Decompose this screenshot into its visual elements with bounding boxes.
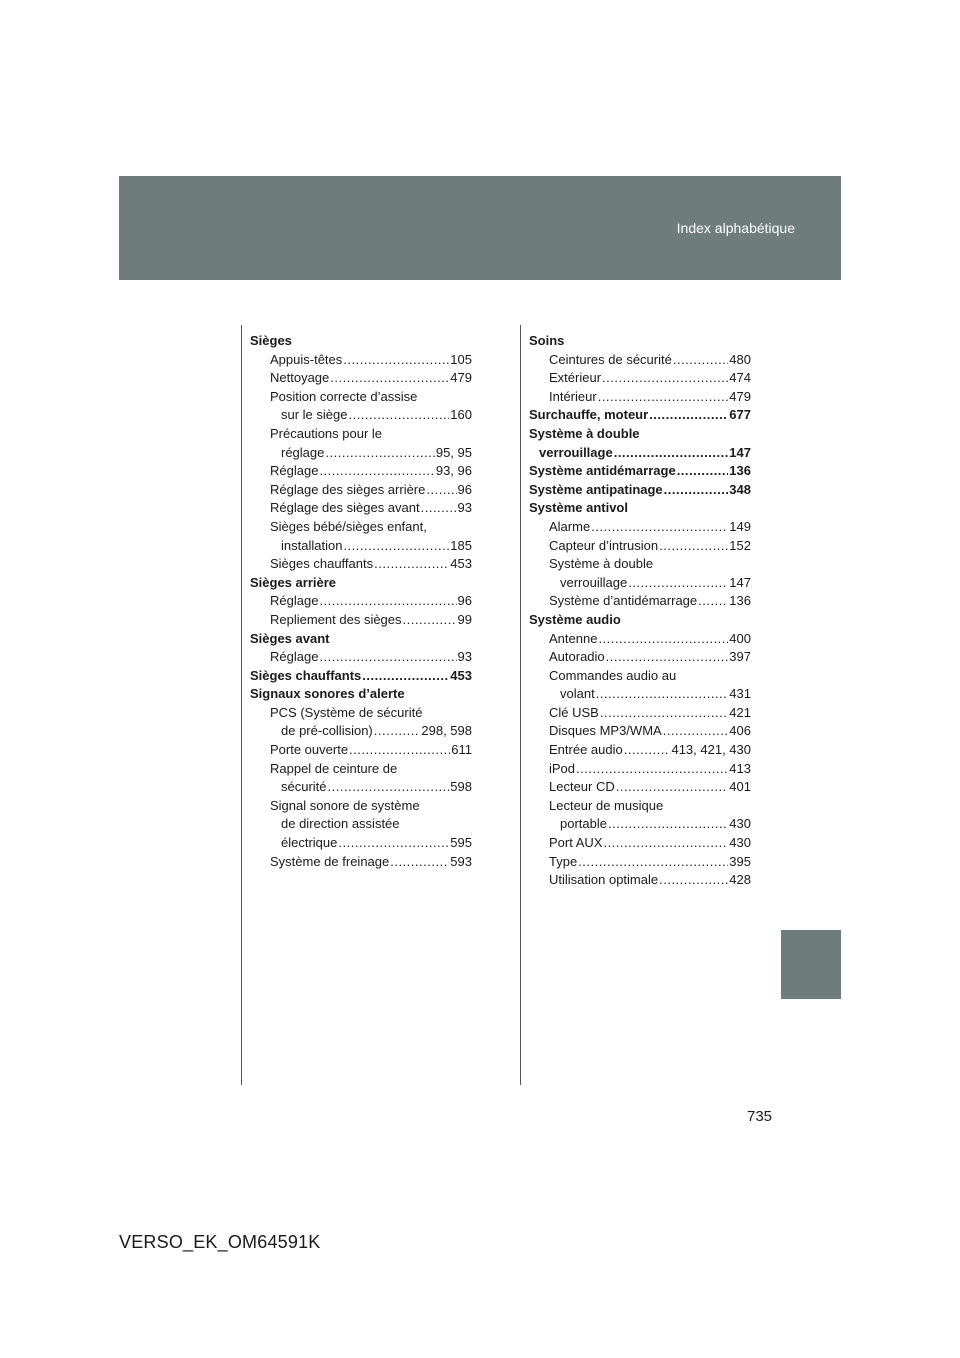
index-entry-text: Commandes audio au (549, 667, 677, 683)
index-entry (529, 667, 751, 686)
dot-leader (614, 444, 729, 463)
index-entry-text: PCS (Système de sécurité (270, 704, 423, 720)
index-entry-text: Sièges (250, 333, 292, 348)
index-entry (250, 778, 472, 797)
index-entry (529, 815, 751, 834)
index-entry-page: 480 (729, 351, 751, 367)
index-entry-text: Signal sonore de système (270, 797, 420, 813)
index-entry-page: 595 (450, 835, 472, 851)
index-entry (250, 462, 472, 481)
index-entry-page: 479 (450, 370, 472, 386)
dot-leader (426, 481, 456, 500)
index-entry-text: Réglage (270, 593, 319, 609)
dot-leader (348, 406, 449, 425)
index-entry-text: Lecteur de musique (549, 797, 664, 813)
index-entry-text: verrouillage (539, 444, 613, 460)
index-entry-text: Réglage des sièges avant (270, 500, 420, 516)
index-entry-page: 96 (457, 481, 472, 497)
index-entry-text: de direction assistée (281, 816, 400, 832)
index-entry-page: 395 (729, 853, 751, 869)
index-entry-page: 93 (457, 649, 472, 665)
index-entry-text: Alarme (549, 518, 591, 534)
index-entry-text: Sièges bébé/sièges enfant, (270, 518, 427, 534)
index-entry (250, 760, 472, 779)
index-entry-text: sécurité (281, 779, 327, 795)
index-entry-page: 413 (729, 760, 751, 776)
dot-leader (698, 592, 728, 611)
index-entry (250, 797, 472, 816)
dot-leader (343, 351, 449, 370)
dot-leader (374, 555, 449, 574)
index-entry (529, 518, 751, 537)
dot-leader (330, 369, 449, 388)
index-entry-text: Extérieur (549, 370, 602, 386)
index-entry-text: sur le siège (281, 407, 348, 423)
index-entry (250, 853, 472, 872)
index-entry-page: 430 (729, 816, 751, 832)
dot-leader (649, 406, 728, 425)
index-entry (250, 537, 472, 556)
header-band (119, 176, 841, 280)
index-entry (250, 518, 472, 537)
index-entry (529, 499, 751, 518)
section-title: Index alphabétique (676, 220, 795, 236)
index-entry (250, 630, 472, 649)
index-entry-page: 453 (450, 556, 472, 572)
index-entry-page: 99 (457, 611, 472, 627)
index-entry (529, 741, 751, 760)
index-entry-text: Signaux sonores d’alerte (250, 686, 405, 702)
index-entry (250, 685, 472, 704)
index-entry-page: 401 (729, 779, 751, 795)
dot-leader (319, 648, 456, 667)
index-entry (529, 760, 751, 779)
index-entry (529, 574, 751, 593)
dot-leader (608, 815, 728, 834)
index-entry-text: Système d’antidémarrage (549, 593, 698, 609)
index-entry-page: 430 (729, 835, 751, 851)
index-entry (250, 388, 472, 407)
index-entry (529, 630, 751, 649)
document-code: VERSO_EK_OM64591K (119, 1232, 321, 1252)
index-entry-page: 406 (729, 723, 751, 739)
index-entry-text: Système audio (529, 611, 621, 627)
dot-leader (598, 630, 728, 649)
dot-leader (664, 481, 729, 500)
dot-leader (596, 685, 729, 704)
index-entry-text: Sièges chauffants (270, 556, 374, 572)
index-entry (250, 332, 472, 351)
index-entry-page: 400 (729, 630, 751, 646)
dot-leader (319, 592, 456, 611)
index-entry (529, 444, 751, 463)
index-entry (529, 871, 751, 890)
index-entry-text: Intérieur (549, 388, 597, 404)
index-entry-text: Réglage (270, 649, 319, 665)
index-entry-text: Système antidémarrage (529, 463, 676, 479)
page-number: 735 (747, 1108, 773, 1125)
index-entry (250, 369, 472, 388)
index-entry (529, 406, 751, 425)
dot-leader (591, 518, 728, 537)
index-entry-text: Port AUX (549, 835, 603, 851)
index-entry-page: 95, 95 (435, 444, 472, 460)
index-entry-text: Position correcte d’assise (270, 388, 418, 404)
dot-leader (616, 778, 729, 797)
index-entry-page: 453 (450, 667, 472, 683)
chapter-tab (781, 930, 841, 999)
index-entry (250, 425, 472, 444)
dot-leader (606, 648, 729, 667)
index-entry (250, 574, 472, 593)
index-entry-text: Réglage (270, 463, 319, 479)
index-entry (529, 722, 751, 741)
index-entry-text: Précautions pour le (270, 425, 383, 441)
index-entry (529, 462, 751, 481)
index-entry-page: 348 (729, 481, 751, 497)
index-entry-page: 160 (450, 407, 472, 423)
dot-leader (338, 834, 449, 853)
index-entry-text: Nettoyage (270, 370, 330, 386)
dot-leader (578, 853, 728, 872)
dot-leader (325, 444, 434, 463)
index-entry-text: Système antivol (529, 500, 628, 516)
index-entry-page: 105 (450, 351, 472, 367)
dot-leader (602, 369, 728, 388)
index-entry-text: iPod (549, 760, 576, 776)
index-entry-text: volant (560, 686, 595, 702)
dot-leader (600, 704, 728, 723)
index-entry (250, 704, 472, 723)
dot-leader (349, 741, 450, 760)
dot-leader (659, 871, 728, 890)
dot-leader (673, 351, 728, 370)
dot-leader (343, 537, 449, 556)
index-entry-page: 149 (729, 518, 751, 534)
index-entry-text: Système à double (549, 556, 654, 572)
index-entry (250, 648, 472, 667)
index-entry-page: 185 (450, 537, 472, 553)
index-entry-text: Repliement des sièges (270, 611, 402, 627)
index-entry-text: Réglage des sièges arrière (270, 481, 426, 497)
index-entry-text: Appuis-têtes (270, 351, 343, 367)
index-entry-page: 431 (729, 686, 751, 702)
index-entry-page: 152 (729, 537, 751, 553)
index-entry-text: Lecteur CD (549, 779, 615, 795)
index-entry (529, 351, 751, 370)
index-entry (250, 722, 472, 741)
index-entry-page: 93 (457, 500, 472, 516)
index-entry-page: 677 (729, 407, 751, 423)
index-entry (250, 741, 472, 760)
index-entry-text: de pré-collision) (281, 723, 373, 739)
dot-leader (328, 778, 450, 797)
column-divider-left (241, 325, 242, 1085)
index-entry-page: 397 (729, 649, 751, 665)
index-entry-page: 593 (450, 853, 472, 869)
index-entry-text: verrouillage (560, 574, 628, 590)
dot-leader (362, 667, 449, 686)
index-entry-text: portable (560, 816, 607, 832)
dot-leader (624, 741, 671, 760)
index-entry (529, 648, 751, 667)
index-entry-page: 421 (729, 704, 751, 720)
index-entry-text: installation (281, 537, 343, 553)
index-entry-text: Entrée audio (549, 742, 623, 758)
index-entry-text: Surchauffe, moteur (529, 407, 649, 423)
dot-leader (628, 574, 728, 593)
dot-leader (421, 499, 457, 518)
dot-leader (598, 388, 729, 407)
dot-leader (403, 611, 457, 630)
index-entry (250, 406, 472, 425)
index-entry-page: 136 (729, 593, 751, 609)
index-entry (250, 834, 472, 853)
index-entry (529, 685, 751, 704)
index-entry-page: 147 (729, 444, 751, 460)
index-entry-text: Système de freinage (270, 853, 390, 869)
dot-leader (659, 537, 728, 556)
index-entry-text: Soins (529, 333, 565, 348)
index-entry (529, 778, 751, 797)
index-entry (250, 555, 472, 574)
index-entry-page: 428 (729, 872, 751, 888)
index-entry (250, 592, 472, 611)
index-entry-text: électrique (281, 835, 338, 851)
index-entry-page: 611 (451, 742, 472, 758)
index-entry-page: 298, 598 (421, 723, 472, 739)
index-entry (250, 351, 472, 370)
index-column-left (250, 332, 472, 871)
index-entry-text: Système antipatinage (529, 481, 663, 497)
index-entry-page: 413, 421, 430 (671, 742, 751, 758)
index-entry (250, 481, 472, 500)
dot-leader (663, 722, 729, 741)
dot-leader (390, 853, 449, 872)
index-entry-text: Système à double (529, 425, 640, 441)
index-entry-text: réglage (281, 444, 325, 460)
index-entry-page: 598 (450, 779, 472, 795)
index-entry (529, 537, 751, 556)
dot-leader (677, 462, 729, 481)
index-entry-text: Sièges chauffants (250, 667, 362, 683)
index-entry (529, 853, 751, 872)
column-divider-right (520, 325, 521, 1085)
index-entry (529, 611, 751, 630)
index-entry-text: Disques MP3/WMA (549, 723, 662, 739)
index-entry (529, 555, 751, 574)
index-entry-text: Sièges avant (250, 630, 330, 646)
index-entry (529, 332, 751, 351)
index-entry-page: 93, 96 (435, 463, 472, 479)
index-entry-text: Antenne (549, 630, 598, 646)
index-entry (250, 611, 472, 630)
index-entry-text: Capteur d’intrusion (549, 537, 659, 553)
index-entry (250, 444, 472, 463)
index-entry-text: Rappel de ceinture de (270, 760, 398, 776)
index-entry (250, 815, 472, 834)
index-entry-text: Utilisation optimale (549, 872, 659, 888)
index-entry-text: Autoradio (549, 649, 605, 665)
index-entry (529, 834, 751, 853)
index-entry (529, 481, 751, 500)
index-column-right (529, 332, 751, 890)
dot-leader (603, 834, 728, 853)
index-entry-text: Type (549, 853, 578, 869)
index-entry-page: 147 (729, 574, 751, 590)
index-entry (529, 425, 751, 444)
index-entry (529, 388, 751, 407)
index-entry (250, 667, 472, 686)
index-entry-text: Porte ouverte (270, 742, 349, 758)
index-entry-page: 479 (729, 388, 751, 404)
index-entry (529, 592, 751, 611)
index-entry-text: Clé USB (549, 704, 599, 720)
index-entry (529, 369, 751, 388)
index-entry-text: Sièges arrière (250, 574, 337, 590)
index-entry (529, 797, 751, 816)
dot-leader (319, 462, 434, 481)
index-entry-page: 474 (729, 370, 751, 386)
index-entry (250, 499, 472, 518)
dot-leader (576, 760, 728, 779)
index-entry-page: 136 (729, 463, 751, 479)
index-entry (529, 704, 751, 723)
dot-leader (374, 722, 421, 741)
index-entry-text: Ceintures de sécurité (549, 351, 672, 367)
index-entry-page: 96 (457, 593, 472, 609)
